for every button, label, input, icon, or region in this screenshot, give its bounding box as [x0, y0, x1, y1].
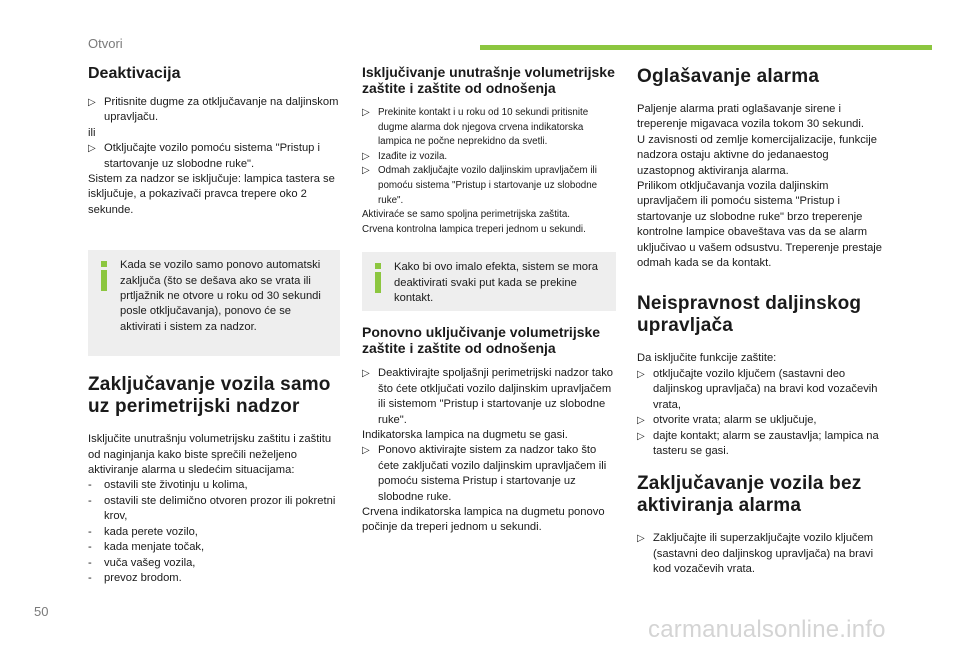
- bullet-arrow-icon: ▷: [637, 415, 645, 427]
- perimetar-body: [88, 432, 340, 586]
- paragraph: Da isključite funkcije zaštite:: [637, 352, 777, 365]
- section-accent-bar: [480, 45, 932, 50]
- section-title: Otvori: [88, 36, 123, 51]
- info-box: Kako bi ovo imalo efekta, sistem se mora deaktivirati svaki put kada se prekine kontakt.: [362, 252, 616, 311]
- bullet-arrow-icon: ▷: [637, 430, 645, 442]
- list-item: ▷ Odmah zaključajte vozilo daljinskim upravljačem ili pomoću sistema "Pristup i startovanje uz slobodne ruke".: [362, 165, 598, 206]
- bullet-arrow-icon: ▷: [362, 107, 370, 118]
- list-item: - kada perete vozilo,: [88, 525, 198, 538]
- bullet-arrow-icon: ▷: [637, 533, 645, 545]
- bullet-arrow-icon: ▷: [362, 150, 370, 162]
- paragraph: Isključite unutrašnju volumetrijsku zaštitu i zaštitu od naginjanja kako biste sprečili neželjeno aktiviranje alarma u sledećim situacijama:: [88, 433, 332, 477]
- list-item: ▷ otključajte vozilo ključem (sastavni deo daljinskog upravljača) na bravi kod vozačevih vrata,: [637, 367, 878, 411]
- list-item: ▷ Deaktivirajte spoljašnji perimetrijski nadzor tako što ćete otključati vozilo daljinskim upravljačem ili sistemom "Pristup i startovanje uz slobodne ruke".: [362, 367, 614, 426]
- heading-oglasavanje: Oglašavanje alarma: [637, 66, 820, 87]
- bullet-arrow-icon: ▷: [88, 143, 96, 155]
- paragraph: Indikatorska lampica na dugmetu se gasi.: [362, 428, 568, 441]
- paragraph: Crvena kontrolna lampica treperi jednom u sekundi.: [362, 223, 586, 235]
- list-item: ▷ Ponovo aktivirajte sistem za nadzor tako što ćete zaključati vozilo daljinskim upravljačem ili pomoću sistema Pristup i startovanje uz slobodne ruke.: [362, 444, 607, 503]
- list-item: ▷ otvorite vrata; alarm se uključuje,: [637, 413, 889, 428]
- bullet-arrow-icon: ▷: [88, 97, 96, 108]
- bullet-arrow-icon: ▷: [362, 165, 370, 177]
- list-item: ▷ Prekinite kontakt i u roku od 10 sekundi pritisnite dugme alarma dok njegova crvena indikatorska lampica ne počne neprekidno da svetli.: [362, 107, 589, 148]
- paragraph: Aktiviraće se samo spoljna perimetrijska zaštita.: [362, 209, 570, 221]
- or-text: ili: [88, 126, 96, 139]
- page-number: 50: [34, 604, 49, 619]
- info-icon: [372, 263, 384, 293]
- list-item: ▷ Pritisnite dugme za otključavanje na daljinskom upravljaču.: [88, 96, 339, 124]
- list-item: ▷ Otključajte vozilo pomoću sistema "Pristup i startovanje uz slobodne ruke".: [88, 142, 320, 170]
- paragraph: Crvena indikatorska lampica na dugmetu ponovo počinje da treperi jednom u sekundi.: [362, 506, 605, 534]
- oglasavanje-body: [637, 102, 889, 271]
- list-item: ▷ dajte kontakt; alarm se zaustavlja; lampica na tasteru se gasi.: [637, 429, 879, 457]
- column-3: [637, 64, 889, 578]
- heading-neispravnost: Neispravnost daljinskog upravljača: [637, 293, 862, 337]
- list-item: - vuča vašeg vozila,: [88, 556, 196, 569]
- bez-alarma-body: [637, 531, 889, 577]
- ponovno-body: [362, 366, 616, 535]
- deaktivacija-body: [88, 95, 340, 218]
- heading-ponovno: Ponovno uključivanje volumetrijske zaštite i zaštite od odnošenja: [362, 324, 601, 357]
- paragraph: U zavisnosti od zemlje komercijalizacije, funkcije nadzora ostaju aktivne do jedanaestog uzastopnog aktiviranja alarma.: [637, 133, 877, 177]
- list-item: - ostavili ste delimično otvoren prozor ili pokretni krov,: [88, 494, 336, 523]
- info-icon: [98, 261, 110, 291]
- info-box: Kada se vozilo samo ponovo automatski zaključa (što se dešava ako se vrata ili prtljažnik ne otvore u roku od 30 sekundi posle otključavanja), ponovo će se aktivirati i sistem za nadzor.: [88, 250, 340, 356]
- heading-deaktivacija: Deaktivacija: [88, 65, 181, 82]
- watermark: carmanualsonline.info: [648, 616, 886, 643]
- column-1: [88, 64, 340, 586]
- bullet-arrow-icon: ▷: [362, 445, 370, 457]
- iskljucivanje-body: [362, 106, 616, 237]
- neispravnost-body: [637, 351, 889, 459]
- list-item: - ostavili ste životinju u kolima,: [88, 479, 248, 492]
- list-item: ▷ Izađite iz vozila.: [362, 150, 616, 165]
- list-item: - kada menjate točak,: [88, 541, 205, 554]
- heading-iskljucivanje: Isključivanje unutrašnje volumetrijske zaštite i zaštite od odnošenja: [362, 64, 615, 96]
- heading-perimetar: Zaključavanje vozila samo uz perimetrijski nadzor: [88, 374, 331, 418]
- paragraph: Sistem za nadzor se isključuje: lampica tastera se isključuje, a pokazivači pravca trepere oko 2 sekunde.: [88, 173, 335, 216]
- paragraph: Prilikom otključavanja vozila daljinskim upravljačem ili pomoću sistema "Pristup i startovanje uz slobodne ruke" brzo treperenje kontrolne lampice obaveštava vas da se alarm uključivao u vašem odsustvu. Treperenje prestaje odmah kada se da kontakt.: [637, 180, 883, 270]
- paragraph: Paljenje alarma prati oglašavanje sirene i treperenje migavaca vozila tokom 30 sekundi.: [637, 103, 864, 131]
- list-item: - prevoz brodom.: [88, 571, 182, 584]
- heading-bez-alarma: Zaključavanje vozila bez aktiviranja alarma: [637, 473, 862, 517]
- list-item: ▷ Zaključajte ili superzaključajte vozilo ključem (sastavni deo daljinskog upravljača) na bravi kod vozačevih vrata.: [637, 532, 874, 576]
- bullet-arrow-icon: ▷: [637, 368, 645, 380]
- bullet-arrow-icon: ▷: [362, 368, 370, 380]
- column-2: [362, 64, 616, 536]
